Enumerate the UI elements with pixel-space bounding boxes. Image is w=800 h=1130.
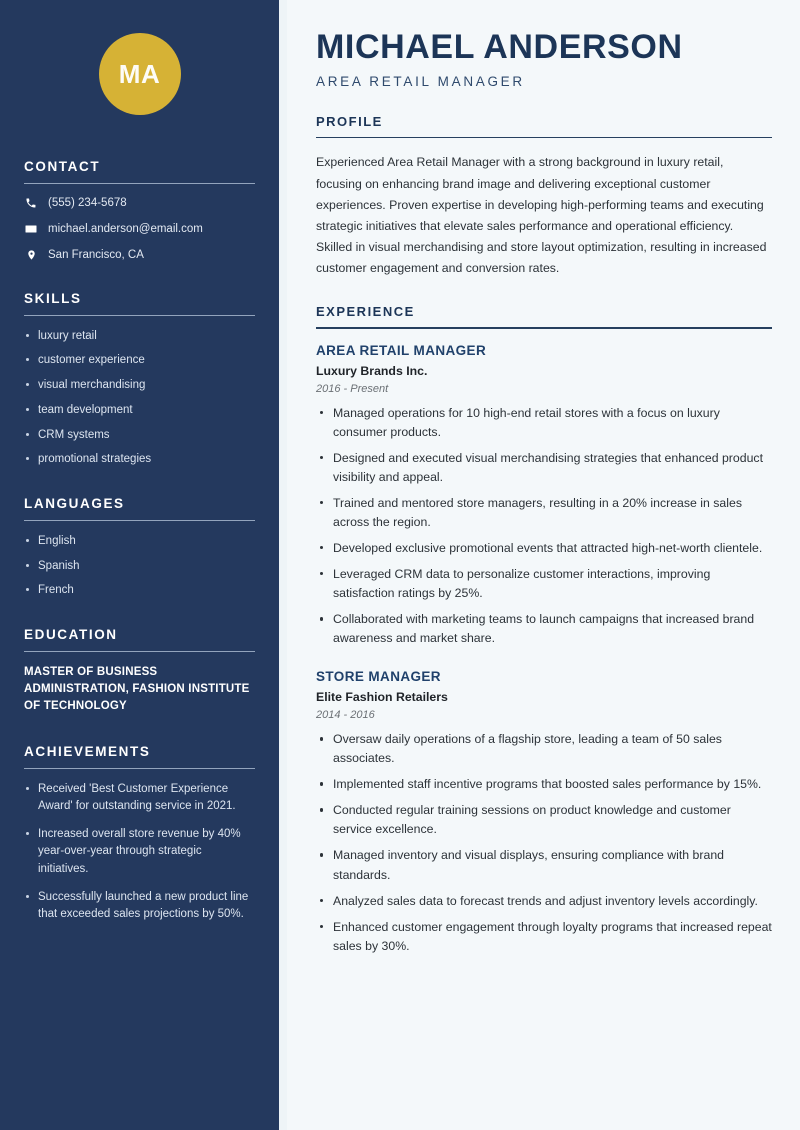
section-divider [24, 183, 255, 184]
contact-row-phone[interactable] [24, 196, 255, 211]
list-item: English [24, 533, 255, 550]
list-item: Implemented staff incentive programs that boosted sales performance by 15%. [316, 775, 772, 794]
contact-heading: CONTACT [24, 159, 101, 174]
section-divider [316, 137, 772, 138]
section-divider [24, 651, 255, 652]
education-heading: EDUCATION [24, 626, 118, 642]
experience-entry [316, 669, 772, 955]
list-item: promotional strategies [24, 451, 255, 468]
job-bullet-list [316, 404, 772, 649]
skills-list [24, 328, 255, 468]
list-item: luxury retail [24, 328, 255, 345]
skills-heading: SKILLS [24, 290, 82, 306]
avatar: MA [99, 33, 181, 115]
section-divider [24, 768, 255, 769]
sidebar-main-divider [279, 0, 287, 1130]
envelope-icon [24, 223, 38, 235]
list-item: Received 'Best Customer Experience Award' for outstanding service in 2021. [24, 781, 255, 816]
experience-entry [316, 343, 772, 649]
section-divider [24, 315, 255, 316]
profile-heading: PROFILE [316, 114, 383, 130]
section-divider [316, 327, 772, 328]
sidebar [0, 0, 279, 1130]
contact-row-email[interactable] [24, 222, 255, 237]
job-title: STORE MANAGER [316, 669, 441, 685]
list-item: Collaborated with marketing teams to launch campaigns that increased brand awareness and market share. [316, 610, 772, 648]
list-item: Trained and mentored store managers, resulting in a 20% increase in sales across the region. [316, 494, 772, 532]
list-item: Increased overall store revenue by 40% year-over-year through strategic initiatives. [24, 826, 255, 878]
contact-value-phone: (555) 234-5678 [48, 197, 127, 209]
experience-heading: EXPERIENCE [316, 304, 415, 320]
list-item: Analyzed sales data to forecast trends and adjust inventory levels accordingly. [316, 892, 772, 911]
avatar-container [24, 0, 255, 115]
list-item: Conducted regular training sessions on product knowledge and customer service excellence. [316, 801, 772, 839]
list-item: visual merchandising [24, 377, 255, 394]
achievements-heading: ACHIEVEMENTS [24, 743, 151, 759]
list-item: Successfully launched a new product line that exceeded sales projections by 50%. [24, 889, 255, 924]
languages-heading: LANGUAGES [24, 495, 125, 511]
list-item: CRM systems [24, 427, 255, 444]
profile-text: Experienced Area Retail Manager with a strong background in luxury retail, focusing on enhancing brand image and delivering exceptional customer experiences. Proven expertise in developing high-performing teams and executing strategic initiatives that elevate sales performance and operational efficiency. Skilled in visual merchandising and store layout optimization, resulting in increased customer engagement and conversion rates. [316, 155, 767, 276]
main-section-experience [316, 304, 772, 955]
contact-row-location[interactable] [24, 248, 255, 263]
education-entry: MASTER OF BUSINESS ADMINISTRATION, FASHION INSTITUTE OF TECHNOLOGY [24, 665, 250, 713]
job-dates: 2016 - Present [316, 382, 389, 395]
list-item: customer experience [24, 352, 255, 369]
spacer [316, 655, 772, 669]
sidebar-section-achievements [24, 744, 255, 924]
job-dates: 2014 - 2016 [316, 709, 375, 722]
sidebar-section-education [24, 627, 255, 716]
phone-icon [24, 197, 38, 209]
languages-list [24, 533, 255, 599]
achievements-list [24, 781, 255, 924]
contact-value-location: San Francisco, CA [48, 248, 144, 261]
role-subtitle: AREA RETAIL MANAGER [316, 74, 525, 90]
list-item: Enhanced customer engagement through loyalty programs that increased repeat sales by 30%. [316, 918, 772, 956]
list-item: Designed and executed visual merchandising strategies that enhanced product visibility and appeal. [316, 449, 772, 487]
sidebar-section-languages [24, 496, 255, 599]
list-item: Oversaw daily operations of a flagship store, leading a team of 50 sales associates. [316, 730, 772, 768]
page-title: MICHAEL ANDERSON [316, 28, 683, 66]
sidebar-section-skills [24, 291, 255, 468]
main-section-profile [316, 114, 772, 279]
list-item: Managed inventory and visual displays, ensuring compliance with brand standards. [316, 846, 772, 884]
main-content [287, 0, 800, 1130]
map-pin-icon [24, 249, 38, 261]
contact-value-email: michael.anderson@email.com [48, 222, 203, 235]
list-item: Developed exclusive promotional events that attracted high-net-worth clientele. [316, 539, 772, 558]
job-title: AREA RETAIL MANAGER [316, 342, 487, 358]
job-company: Luxury Brands Inc. [316, 363, 428, 378]
sidebar-section-contact [24, 159, 255, 263]
list-item: Managed operations for 10 high-end retail stores with a focus on luxury consumer products. [316, 404, 772, 442]
list-item: Spanish [24, 558, 255, 575]
section-divider [24, 520, 255, 521]
job-bullet-list [316, 730, 772, 955]
list-item: French [24, 582, 255, 599]
list-item: Leveraged CRM data to personalize customer interactions, improving satisfaction ratings by 25%. [316, 565, 772, 603]
list-item: team development [24, 402, 255, 419]
job-company: Elite Fashion Retailers [316, 690, 448, 705]
